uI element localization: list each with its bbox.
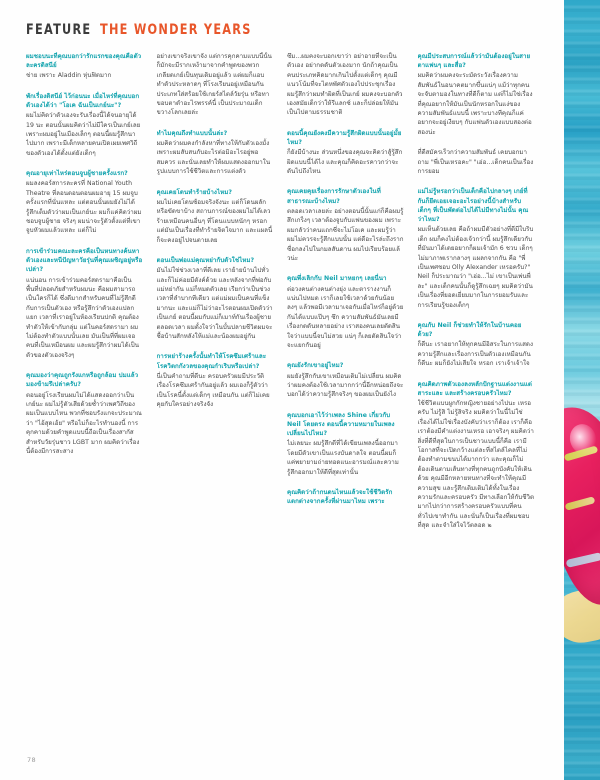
interview-question: คุณคิดว่าถ้ากนดนไหนแล้วจะใช้ชีวิตรักแตกต่างจากครั้งที่ผ่านมาไหม เพราะ xyxy=(287,489,393,506)
interview-answer: มันไม่ใช่ช่วงเวลาที่ดีเลย เราย้ายบ้านไปทั่ว และก็ไม่ค่อยมีตังค์ด้วย และหลังจากที่พ่อกับแม่หย่ากัน แม่ก็หมดตัวเลย เรียกว่าเป็นช่วงเวลาที่ลำบากทีเดียว แต่แม่ผมเป็นคนที่แข็งมากนะ และแม่ก็ไม่ว่าอะไรตอนผมเปิดตัวว่าเป็นเกย์ ตอนนี้ผมกับแม่ก็เมาท์กันเรื่องผู้ชายตลอดเวลา ผมตั้งใจว่าในบั้นปลายชีวิตผมจะซื้อบ้านสักหลังให้แม่และน้องผมอยู่กัน xyxy=(156,267,273,340)
qa-block xyxy=(418,380,535,531)
interview-question: ผมชอบนะที่คุณบอกว่ารักแรกของคุณคือตัวละครดิสนีย์ xyxy=(26,53,142,70)
interview-question: คุณบอกเอาไว้ว่าเพลง Shine เกี่ยวกับ Neil โดยตรง ตอนนี้ความหมายในเพลงเปลี่ยนไปไหม? xyxy=(287,411,395,438)
interview-question: คุณมองว่าคุณถูกรังแกหรือถูกล้อม ปมแล้วมองข้ามรึเปล่าครับ? xyxy=(26,372,139,389)
interview-question: คุณอายุเท่าไหร่ตอนจูบผู้ชายครั้งแรก? xyxy=(26,170,128,178)
interview-question: พักเรื่องดิสนีย์ ไว้ก่อนนะ เมื่อไหร่ที่คุณบอกตัวเองได้ว่า "โอเค ฉันเป็นเกย์นะ"? xyxy=(26,92,140,110)
qa-block xyxy=(287,411,404,477)
interview-question: คุณคิดภาพตัวเองลงหลักปักฐานแต่งงานแต่สาระและ และสร้างครอบครัวไหม? xyxy=(417,380,532,397)
interview-answer: แน่นอน การเข้าร่วมคอร์สดรามาคือเป็นพื้นที่ปลอดภัยสำหรับผมนะ คือผมสามารถเป็นใครก็ได้ ซึ่งดีมากสำหรับคนที่ไม่รู้สึกดีกับการเป็นตัวเอง หรือรู้สึกว่าตัวเองแปลกแยก เวลาที่เราอยู่ในห้องเรียนปกติ คุณต้องทำตัวให้เข้ากับกลุ่ม แต่ในคอร์สดรามา ผมไม่ต้องทำตัวแบบนั้นเลย มันเป็นที่ที่ผมเจอคนที่เป็นเหมือนผม และผมรู้สึกว่าผมได้เป็นตัวของตัวเองจริงๆ xyxy=(26,276,139,359)
qa-block xyxy=(287,361,404,399)
qa-block xyxy=(157,52,274,118)
interview-answer: ที่ดีสมัครเร็วกว่าความสัมพันธ์ เคยบอกมาถาม "พี่เป็นเหรอคะ" "เฮ่อ...เด็กคนเป็นเรื่องการยอม xyxy=(417,149,534,176)
qa-block xyxy=(418,321,535,369)
interview-answer: ผมไม่เคยโดนซ้อมจริงจังนะ แต่ก็โดนผลักหรือขัดขาบ้าง สถานการณ์ของผมไม่ได้เลวร้ายเหมือนคนอื่นๆ ที่โดนแบบหนักๆ หรอก แต่มันเป็นเรื่องที่ทำร้ายจิตใจมาก และแผลนี้ก็จะคงอยู่ไปจนตายเลย xyxy=(156,198,273,244)
interview-answer: อย่างเขาจริงเขาจัง แต่การคุกคามแบบนี้นั้นก็มักจะมีรากเหง้ามาจากคำพูดของพวกเกลียดเกย์เป็นทุนเดิมอยู่แล้ว แต่ผมก็แอบทำตัวประหลาดๆ ที่โรงเรียนอยู่เหมือนกัน ประเภทใส่สร้อยใช้เกยร์สไตล์วัยรุ่น หรือทาขอบตาดำอะไรพรรค์นี้ เป็นประมาณเด็กขวางโลกเลยล่ะ xyxy=(156,53,272,117)
interview-answer: ตอนอยู่โรงเรียนผมไม่ได้แสดงออกว่าเป็นเกย์นะ ผมไม่รู้ตัวเสียด้วยซ้ำว่าเพศวิถีของผมเป็นแบบไหน พวกที่ชอบรังแกจะประมาณว่า "ไอ้สุดเฮ้ย" หรือไม่ก็อะไรทำนองนี้ การคุกคามด้วยคำพูดแบบนี้ถือเป็นเรื่องสากัสสำหรับวัยรุ่นชาว LGBT มาก ผมคิดว่าเรื่องนี้ต้องมีการสะสาง xyxy=(26,391,142,455)
interview-answer: ก็ยังมีบ้างนะ ส่วนหนึ่งของคุณจะคิดว่าสู้รู้สึกผิดแบบนี้ได้ไง และคุณก็คิดอะรคาวกว่าจะดันไปถึงไหน xyxy=(287,149,403,176)
interview-answer: ใช้ชีวิตแบบผูกกักหญิงชายอย่างไปนะ เหรอครับ ไม่รู้สิ ไม่รู้สิจริง ผมคิดว่าในนี้ไม่ใช่เรื่องได้ไม่ใช่เรื่องบังคับว่าเราก็ต้อง เราก็คือ เราต้องมีคำแต่งงานเหรอ เอาจริงๆ ผมคิดว่าสิ่งที่ดีที่สุดในการเป็นชาวแบบนี้ก็คือ เรามีโอกาสที่จะเปิดกว้างแต่ละที่สไตล์ไคลที่ไม่ต้องทำตามขนบได้มากกว่า และคุณก็ไม่ต้องเดินตามเส้นทางที่ทุกคนถูกบังคับให้เดินด้วย คุณมีอีกหลายหนทางที่จะทำให้คุณมีความสุข และรู้สึกเติมเติมได้ทั้งในเรื่องความรักและครอบครัว มีทางเลือกให้กับชีวิตมากไปกว่าการสร้างครอบครัวแบบที่คนทั่วไปเขาทำกัน และนั่นก็เป็นเรื่องที่ผมชอบที่สุด และจำใส่ใจไว้ตลอด ๒ xyxy=(417,399,534,530)
qa-block xyxy=(157,188,274,245)
interview-question: คุณเคยคุยเรื่องการรักษาตัวเองในที่สาธารณะบ้างไหม? xyxy=(287,188,381,205)
article-columns xyxy=(26,52,548,742)
interview-question: ตอนเป็นพ่อแม่คุณหย่ากับตัวใช่ไหม? xyxy=(156,256,255,264)
interview-answer: ผมยังรู้สึกกับเขาเหมือนเดิมไม่เปลี่ยน ผมคิดว่าผมคงต้องใช้เวลามากกว่านี้อีกหน่อยถึงจะบอกได้ว่าความรู้สึกจริงๆ ของผมเป็นยังไง xyxy=(287,372,404,399)
qa-block xyxy=(157,256,274,341)
interview-answer: ซึม...ผมคงจะบอกเขาว่า อย่าอายที่จะเป็นตัวเอง อย่ากดดันตัวเองมาก นักถ้าคุณเป็นคนประเภทคิดมากเกินไปตั้งแต่เด็กๆ คุณมีแนวโน้มที่จะไตหพัศตัวเองไปประชุกเรื่อง ผมรู้สึกว่าผมทำผิดที่เป็นเกย์ ผมคงจะบอกตัวเองสมัยเด็กว่าให้รีแลกซ์ และก็ปล่อยให้มันเป็นไปตามธรรมชาติ xyxy=(287,53,403,117)
text-column-4 xyxy=(418,52,549,742)
text-column-1 xyxy=(26,52,157,742)
interview-question: คุณยังรักเขาอยู่ไหม? xyxy=(287,362,344,370)
qa-block xyxy=(418,148,535,176)
section-label: FEATURE xyxy=(26,22,92,38)
interview-question: คุณกับ Neil ก็ช่วยทำให้รักในบ้านคอยด้วย? xyxy=(417,321,522,339)
qa-block xyxy=(287,488,404,506)
interview-answer: ช่าย เพราะ Aladdin หุ่นฟิตมาก xyxy=(26,72,112,80)
interview-answer: ผมลงคอร์สการละครที่ National Youth Theatre ที่ลอนดอนตอนผมอายุ 15 ผมจูบครั้งแรกที่นั่นแหละ แต่ตอนนั้นผมยังไม่ได้รู้สึกเต็มตัวว่าผมเป็นเกย์นะ ผมก็แค่คิดว่าผมชอบจูบผู้ชาย จริงๆ ผมน่าจะรู้ตัวตั้งแต่ที่เขาจูบหัวผมแล้วแหละ แต่ก็ไม่ xyxy=(26,180,142,235)
qa-block xyxy=(157,352,274,409)
interview-question: การเข้าร่วมคณะละครคือเป็นหนทางค้นหาตัวเองและหนีปัญหาวัยรุ่นที่คุณเผชิญอยู่หรือเปล่า? xyxy=(26,247,143,274)
qa-block xyxy=(287,129,404,177)
feature-title: THE WONDER YEARS xyxy=(99,22,252,38)
water-ripple-bands xyxy=(564,0,600,780)
qa-block xyxy=(26,247,143,360)
interview-question: การหย่าร้างครั้งนั้นทำให้โรคซึมเศร้าและโรควิตกกังวลของคุณกำเริบหรือเปล่า? xyxy=(156,353,267,370)
qa-block xyxy=(26,169,143,236)
interview-answer: ก็ดีนะ เราอยากให้ทุกคนมีอิสระในการแสดงความรู้สึกและเรื่องการเป็นตัวเองเหมือนกัน ก็ดีนะ ผมก็ยังไม่เสียใจ หรอก เราเจ้าเจ้าใจ xyxy=(417,341,534,368)
interview-question: ตอนนี้คุณยังคงมีความรู้สึกผิดแบบนั้นอยู่มั้ยไหม? xyxy=(287,129,402,147)
interview-question: คุณพึ่งเลิกกับ Neil มาหยกๆ เลยนี่นา xyxy=(287,275,387,283)
interview-question: คุณมีประสบการณ์แล้วว่ามันต้องอยู่ในสายตาแฟนๆ และสื่อ? xyxy=(417,53,531,70)
pool-photo-strip xyxy=(564,0,600,780)
qa-block xyxy=(26,371,143,456)
interview-answer: ต่อวงคนต่างคนต่างยุ่ง และตารางงานก็แน่นไปหมด เราก็เลยใช้เวลาด้วยกันน้อยลงๆ แล้วพอมีเวลามาเจอกันเมื่อไหร่ก็อยู่ด้วยกันได้แบบแป๊บๆ ซึก ความสัมพันธ์มันเลยมีเรื่องกดดันหลายอย่าง เราสองคนเลยตัดสินใจว่าแบบนี้จบไม่สวย แน่ๆ ก็เลยตัดสินใจว่าจะแยกกันอยู่ xyxy=(287,285,404,349)
qa-block xyxy=(26,92,143,158)
page-number: 78 xyxy=(27,756,37,764)
masthead xyxy=(26,22,446,44)
interview-answer: ไม่เลยนะ ผมรู้สึกดีที่ได้เขียนเพลงนี้ออกมาโดยมีตัวเขาเป็นแรงบันดาลใจ ตอนนี้ผมก็แค่พยายามถ่ายทอดแนะอารมณ์และความรู้สึกออกมาให้ดีที่สุดเท่านั้น xyxy=(287,440,399,476)
interview-answer: ผมคิดว่าผมคงจะระมัดระวังเรื่องความสัมพันธ์ในอนาคตมากขึ้นแน่ๆ แม้ว่าทุกคนจะจับตามองในทางที่ดีก็ตาม แต่ก็ไม่ใช่เรื่องที่คุณอยากให้มันเป็นนักหรอกในแง่ของความสัมพันธ์แบบนี้ เพราะบางทีคุณก็แค่อยากจะอยู่เงียบๆ กับแฟนตัวเองแบบสองต่อสองน่ะ xyxy=(417,72,533,136)
qa-block xyxy=(26,52,143,81)
qa-block xyxy=(287,274,404,350)
interview-answer: ผมไม่คิดว่าตัวเองจะรับเรื่องนี้ได้จนอายุได้ 19 นะ ตอนนั้นผมคิดว่าไม่มีใครเป็นเกย์เลย เพราะผมอยู่ในเมืองเล็กๆ ตอนนี้ผมรู้สึกนาไปมาก เพราะมีเด็กหลายคนเปิดเผยเพศวิถีของตัวเองได้ตั้งแต่ยังเด็กๆ xyxy=(26,112,141,157)
qa-block xyxy=(287,52,404,118)
interview-answer: ผมคิดว่าผมคงกำลังหาที่ทางให้กับตัวเองมั้ง เพราะผมสับสนกับอะไรต่อมิอะไรอยู่พอสมควร และนั่นเลยทำให้ผมแสดงออกมาในรูปแบบการใช้ชีวิตและการแต่งตัว xyxy=(156,140,271,176)
text-column-3 xyxy=(287,52,418,742)
interview-question: ทำไมคุณถึงทำแบบนั้นล่ะ? xyxy=(156,129,228,137)
qa-block xyxy=(287,187,404,263)
qa-block xyxy=(157,129,274,177)
interview-question: คุณเคยโดนทำร้ายบ้างไหม? xyxy=(156,188,233,196)
text-column-2 xyxy=(157,52,288,742)
interview-answer: นี่เป็นคำถามที่ดีนะ ครอบครัวผมมีประวัติเรื่องโรคซึมเศร้ากันอยู่แล้ว ผมเองก็รู้ตัวว่าเป็นโรคนี้ตั้งแต่เด็กๆ เหมือนกัน แต่ก็ไม่เคยคุยกับใครอย่างจริงจัง xyxy=(156,372,270,408)
interview-answer: ตลอดเวลาเลยล่ะ อย่างตอนนี้นั้นแก่ก็คือผมรู้สึกเกร็งๆ เวลาต้องจูบกับแฟนของผม เพราะผมกลัวว่าคนแถกซี่จะไม่โอเค และผมรู้ว่าผมไม่ควรจะรู้สึกแบบนั้น แต่ดีอะไรล่ะถึงรากซื่อกลงไปในกมลสันดาน ผมไปเรียบร้อยแล้วน่ะ xyxy=(287,207,404,262)
qa-block xyxy=(418,52,535,137)
qa-block xyxy=(418,187,535,309)
interview-answer: ผมเห็นด้วยเลย คือถ้าผมมีตัวอย่างที่ดีมีใบริบเด็ก ผมก็คงไม่ต้องเจ้วกว่านี้ ผมรู้สึกเดียวกับที่มันมาได้เดยอยากก็ผมเจ้ามัก 6 ชวบ เด็กๆ ไม่มาภาพเรากลางๆ แผลกจากกัน คือ "พี่เป็นเพศชอบ Olly Alexander เหรอครับ?" Neil ก็ประมาณว่า "เฮ่อ...ไม่ เขาเป็นเพ่นพี่ละ" และเด็กคนนั้นก็ดูรู้สึกเฉยๆ ผมคิดว่ามันเป็นเรื่องที่ยอดเยี่ยมมากในการยอมรับและการเรียนรู้ของเด็กๆ xyxy=(417,226,534,309)
interview-question: แม่ไม่รู้หรอกว่าเป็นเด็กคือไปกลางๆ เกย์ที่กันก็ยึดเอยเจอะอะไรอย่างนี้บ้างสำหรับเด็กๆ ที่เป็นพัดต่อไปได้ไม่มีทางไม่นั้น คุณว่าไหม? xyxy=(417,188,529,224)
